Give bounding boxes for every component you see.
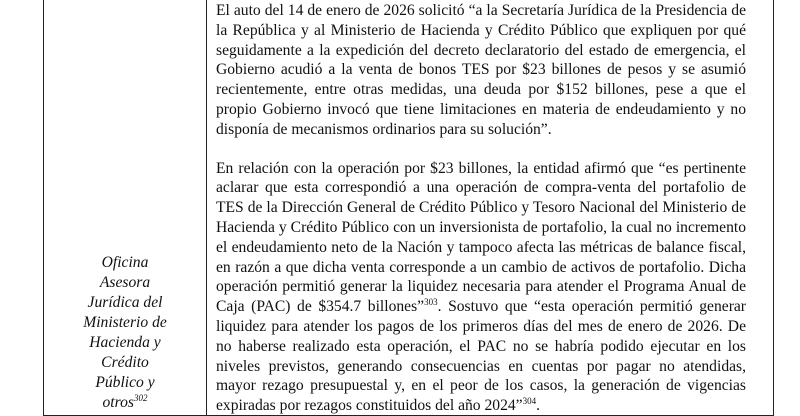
paragraph-2-text-c: . — [536, 397, 540, 415]
footnote-marker-303: 303 — [424, 296, 438, 307]
paragraph-2 — [216, 159, 746, 416]
entity-line-text: otros — [102, 394, 134, 411]
entity-line: Crédito — [101, 354, 149, 371]
footnote-marker-304: 304 — [522, 395, 537, 406]
column-divider — [206, 0, 207, 415]
paragraph-2-text-b: . Sostuvo que “esta operación permitió generar liquidez para atender los pagos de los primeros días del mes de enero de 2026. De no haberse realizado esta operación, el PAC no se habría podido ejecutar en los niveles previstos, generando consecuencias en cuentas por pagar no atendidas, mayor rezago presupuestal y, en el peor de los casos, la generación de vigencias expiradas por rezagos constituidos del año 2024” — [216, 298, 746, 415]
entity-line: Asesora — [99, 274, 151, 291]
entity-line: Ministerio de — [83, 314, 167, 331]
document-table — [43, 0, 774, 416]
entity-cell — [44, 253, 206, 413]
entity-line: Público y — [95, 374, 155, 391]
paragraph-1: El auto del 14 de enero de 2026 solicitó “a la Secretaría Jurídica de la Presidencia de la República y al Ministerio de Hacienda y Crédito Público que expliquen por qué seguidamente a la expedición del decreto declaratorio del estado de emergencia, el Gobierno acudió a la venta de bonos TES por $23 billones de pesos y se asumió recientemente, entre otras medidas, una deuda por $152 billones, pese a que el propio Gobierno invocó que tiene limitaciones en materia de endeudamiento y no disponía de mecanismos ordinarios para su solución”. — [216, 2, 746, 138]
entity-line: Oficina — [101, 254, 149, 271]
entity-line: Jurídica del — [87, 294, 163, 311]
entity-line — [44, 393, 206, 413]
content-cell — [216, 1, 746, 416]
entity-line: Hacienda y — [89, 334, 161, 351]
footnote-marker: 302 — [133, 392, 148, 403]
paragraph-2-text-a: En relación con la operación por $23 billones, la entidad afirmó que “es pertinente aclarar que esta correspondió a una operación de compra-venta del portafolio de TES de la Dirección General de Crédito Público y Tesoro Nacional del Ministerio de Hacienda y Crédito Público con un inversionista de portafolio, la cual no incremento el endeudamiento neto de la Nación y tampoco afecta las métricas de balance fiscal, en razón a que dicha venta corresponde a un cambio de activos de portafolio. Dicha operación permitió generar la liquidez necesaria para atender el Programa Anual de Caja (PAC) de $354.7 billones” — [216, 159, 746, 316]
